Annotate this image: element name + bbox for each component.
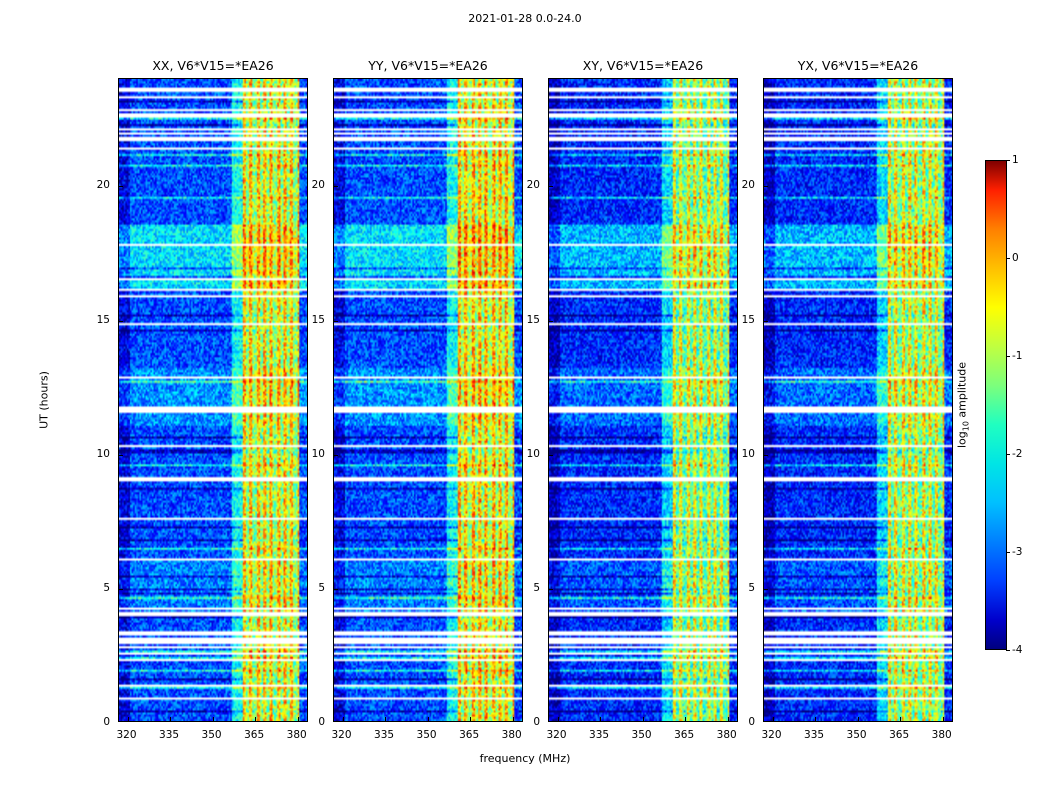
y-tick-label: 10 [311,447,325,460]
spectrogram-axes[interactable] [548,78,738,722]
y-tick-label: 15 [526,313,540,326]
y-tick-label: 0 [318,716,325,728]
y-tick-label: 0 [748,716,755,728]
colorbar-tick-mark [1006,454,1010,455]
colorbar [985,160,1007,650]
colorbar-tick-mark [1006,356,1010,357]
x-tick-mark [385,717,386,721]
colorbar-tick-label: -3 [1012,546,1023,558]
panel-yy [311,58,523,741]
x-tick-mark [470,717,471,721]
panel-title: YY, V6*V15=*EA26 [368,58,488,73]
x-axis-label: frequency (MHz) [479,752,571,765]
y-tick-mark [549,455,553,456]
y-tick-label: 20 [96,179,110,192]
x-tick-label: 320 [116,729,137,741]
figure-suptitle: 2021-01-28 0.0-24.0 [468,12,582,25]
x-tick-label: 380 [501,729,522,741]
x-tick-label: 335 [589,729,610,741]
y-tick-label: 20 [311,179,325,192]
x-tick-mark [255,717,256,721]
spectrogram-image [334,79,522,721]
x-tick-label: 365 [889,729,910,741]
x-tick-label: 335 [374,729,395,741]
y-tick-label: 5 [103,581,110,594]
colorbar-tick-label: -1 [1012,350,1023,362]
x-tick-label: 350 [416,729,437,741]
y-tick-mark [549,589,553,590]
y-tick-label: 15 [96,313,110,326]
spectrogram-image [549,79,737,721]
panel-title: YX, V6*V15=*EA26 [797,58,919,73]
x-tick-mark [513,717,514,721]
spectrogram-axes[interactable] [118,78,308,722]
panel-xx [96,58,308,741]
panel-title: XX, V6*V15=*EA26 [152,58,274,73]
y-tick-label: 15 [311,313,325,326]
y-tick-mark [549,321,553,322]
x-tick-mark [558,717,559,721]
colorbar-tick-mark [1006,160,1010,161]
y-tick-label: 10 [96,447,110,460]
x-tick-mark [685,717,686,721]
spectrogram-image [764,79,952,721]
y-tick-label: 5 [533,581,540,594]
spectrogram-image [119,79,307,721]
y-tick-label: 0 [103,716,110,728]
x-tick-mark [773,717,774,721]
colorbar-tick-label: 0 [1012,252,1019,264]
x-tick-mark [170,717,171,721]
x-tick-label: 365 [244,729,265,741]
x-tick-mark [128,717,129,721]
x-tick-label: 335 [804,729,825,741]
x-tick-mark [643,717,644,721]
spectrogram-axes[interactable] [763,78,953,722]
colorbar-tick-label: 1 [1012,154,1019,166]
spectrogram-axes[interactable] [333,78,523,722]
y-tick-label: 20 [526,179,540,192]
x-tick-label: 335 [159,729,180,741]
y-tick-label: 20 [741,179,755,192]
x-tick-mark [600,717,601,721]
x-tick-mark [213,717,214,721]
y-tick-label: 10 [526,447,540,460]
x-tick-label: 320 [546,729,567,741]
panel-title: XY, V6*V15=*EA26 [582,58,704,73]
y-tick-mark [334,455,338,456]
y-tick-mark [119,321,123,322]
x-tick-label: 350 [846,729,867,741]
x-tick-label: 365 [674,729,695,741]
x-tick-label: 320 [331,729,352,741]
x-tick-mark [728,717,729,721]
y-tick-mark [764,321,768,322]
x-tick-mark [943,717,944,721]
x-tick-mark [858,717,859,721]
y-tick-label: 15 [741,313,755,326]
x-tick-mark [298,717,299,721]
colorbar-tick-mark [1006,650,1010,651]
y-tick-label: 5 [318,581,325,594]
x-tick-label: 320 [761,729,782,741]
x-tick-label: 380 [716,729,737,741]
colorbar-label: $\log_{10}$ amplitude [955,361,971,449]
y-tick-mark [119,589,123,590]
y-tick-mark [764,186,768,187]
y-tick-mark [764,455,768,456]
y-tick-mark [549,186,553,187]
x-tick-mark [343,717,344,721]
colorbar-tick-label: -4 [1012,644,1023,656]
panel-xy [526,58,738,741]
y-tick-mark [119,186,123,187]
y-axis-label: UT (hours) [37,371,51,429]
y-tick-label: 10 [741,447,755,460]
x-tick-label: 365 [459,729,480,741]
colorbar-tick-label: -2 [1012,448,1023,460]
y-tick-mark [334,186,338,187]
x-tick-label: 350 [201,729,222,741]
y-tick-mark [334,589,338,590]
y-tick-mark [119,455,123,456]
panel-yx [741,58,953,741]
x-tick-mark [428,717,429,721]
x-tick-mark [815,717,816,721]
y-tick-label: 0 [533,716,540,728]
colorbar-tick-mark [1006,552,1010,553]
y-tick-label: 5 [748,581,755,594]
x-tick-label: 350 [631,729,652,741]
x-tick-label: 380 [286,729,307,741]
x-tick-label: 380 [931,729,952,741]
y-tick-mark [334,321,338,322]
y-tick-mark [764,589,768,590]
colorbar-tick-mark [1006,258,1010,259]
x-tick-mark [900,717,901,721]
